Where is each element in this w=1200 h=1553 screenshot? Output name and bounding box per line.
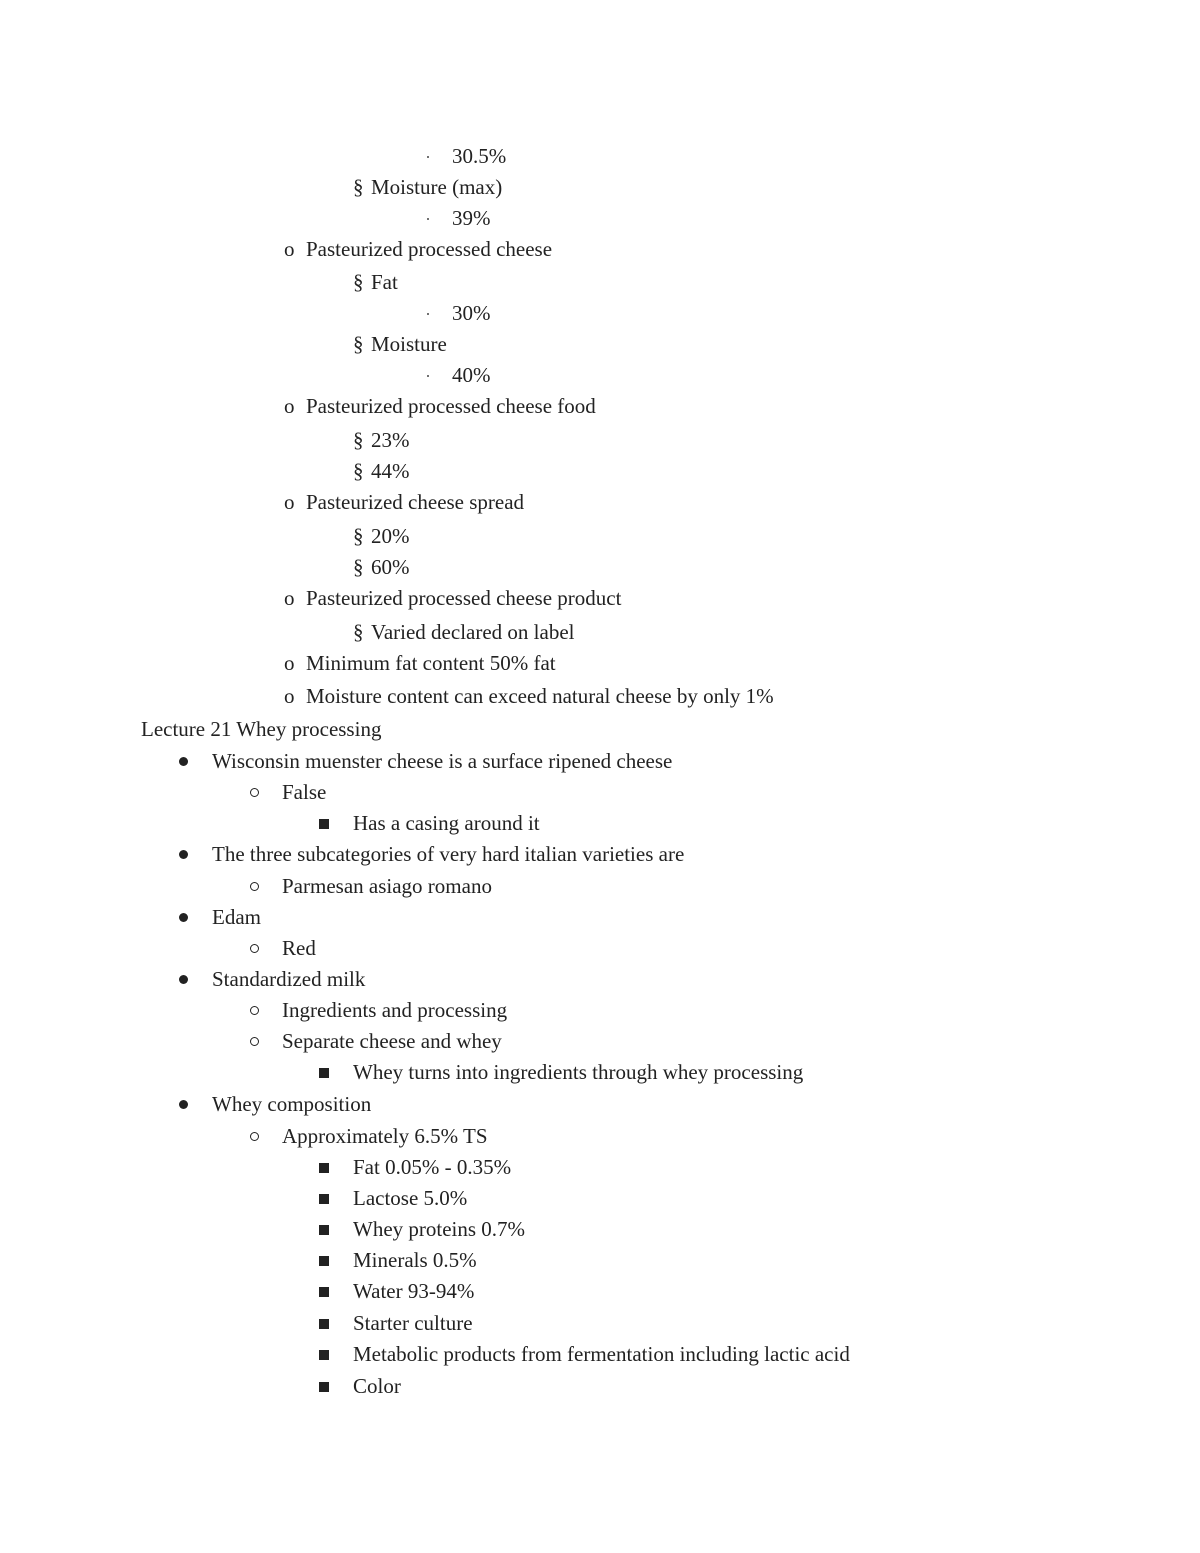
list-item: Moisture (max) (371, 175, 503, 199)
middle-dot-bullet (427, 218, 429, 220)
square-bullet (319, 1350, 329, 1360)
list-item: Whey proteins 0.7% (353, 1217, 526, 1241)
lecture-heading: Lecture 21 Whey processing (141, 717, 382, 741)
square-bullet (319, 819, 329, 829)
list-item: Edam (212, 905, 261, 929)
square-bullet (319, 1163, 329, 1173)
list-item: Standardized milk (212, 967, 366, 991)
hollow-bullet (250, 1006, 259, 1015)
list-item: Whey composition (212, 1092, 372, 1116)
list-item: Moisture (371, 332, 447, 356)
o-bullet: o (284, 490, 295, 514)
square-bullet (319, 1194, 329, 1204)
list-item: Pasteurized processed cheese food (306, 394, 596, 418)
section-sign-bullet: § (353, 332, 364, 356)
list-item: Pasteurized processed cheese product (306, 586, 622, 610)
middle-dot-bullet (427, 313, 429, 315)
list-item: Has a casing around it (353, 811, 540, 835)
list-item: 20% (371, 524, 410, 548)
list-item: Separate cheese and whey (282, 1029, 502, 1053)
list-item: 44% (371, 459, 410, 483)
list-item: 30% (452, 301, 491, 325)
list-item: 40% (452, 363, 491, 387)
square-bullet (319, 1068, 329, 1078)
middle-dot-bullet (427, 156, 429, 158)
list-item: 60% (371, 555, 410, 579)
list-item: Parmesan asiago romano (282, 874, 492, 898)
list-item: False (282, 780, 327, 804)
filled-bullet (179, 913, 188, 922)
section-sign-bullet: § (353, 270, 364, 294)
list-item: Water 93-94% (353, 1279, 475, 1303)
section-sign-bullet: § (353, 459, 364, 483)
o-bullet: o (284, 394, 295, 418)
list-item: Lactose 5.0% (353, 1186, 468, 1210)
section-sign-bullet: § (353, 555, 364, 579)
list-item: Moisture content can exceed natural cheese by only 1% (306, 684, 774, 708)
list-item: Color (353, 1374, 401, 1398)
list-item: Ingredients and processing (282, 998, 508, 1022)
list-item: Red (282, 936, 316, 960)
filled-bullet (179, 1100, 188, 1109)
o-bullet: o (284, 651, 295, 675)
hollow-bullet (250, 882, 259, 891)
hollow-bullet (250, 788, 259, 797)
square-bullet (319, 1382, 329, 1392)
filled-bullet (179, 975, 188, 984)
hollow-bullet (250, 1132, 259, 1141)
filled-bullet (179, 850, 188, 859)
list-item: Varied declared on label (371, 620, 575, 644)
middle-dot-bullet (427, 375, 429, 377)
list-item: Minerals 0.5% (353, 1248, 477, 1272)
filled-bullet (179, 757, 188, 766)
list-item: Approximately 6.5% TS (282, 1124, 488, 1148)
list-item: Wisconsin muenster cheese is a surface ripened cheese (212, 749, 673, 773)
square-bullet (319, 1225, 329, 1235)
hollow-bullet (250, 1037, 259, 1046)
list-item: The three subcategories of very hard italian varieties are (212, 842, 685, 866)
o-bullet: o (284, 237, 295, 261)
o-bullet: o (284, 684, 295, 708)
list-item: Pasteurized processed cheese (306, 237, 553, 261)
list-item: Metabolic products from fermentation including lactic acid (353, 1342, 850, 1366)
list-item: 23% (371, 428, 410, 452)
list-item: Starter culture (353, 1311, 473, 1335)
o-bullet: o (284, 586, 295, 610)
list-item: Fat (371, 270, 398, 294)
list-item: Fat 0.05% - 0.35% (353, 1155, 512, 1179)
list-item: Pasteurized cheese spread (306, 490, 525, 514)
section-sign-bullet: § (353, 620, 364, 644)
hollow-bullet (250, 944, 259, 953)
list-item: Whey turns into ingredients through whey processing (353, 1060, 804, 1084)
list-item: 39% (452, 206, 491, 230)
square-bullet (319, 1287, 329, 1297)
square-bullet (319, 1319, 329, 1329)
list-item: 30.5% (452, 144, 507, 168)
list-item: Minimum fat content 50% fat (306, 651, 556, 675)
square-bullet (319, 1256, 329, 1266)
section-sign-bullet: § (353, 175, 364, 199)
section-sign-bullet: § (353, 428, 364, 452)
section-sign-bullet: § (353, 524, 364, 548)
